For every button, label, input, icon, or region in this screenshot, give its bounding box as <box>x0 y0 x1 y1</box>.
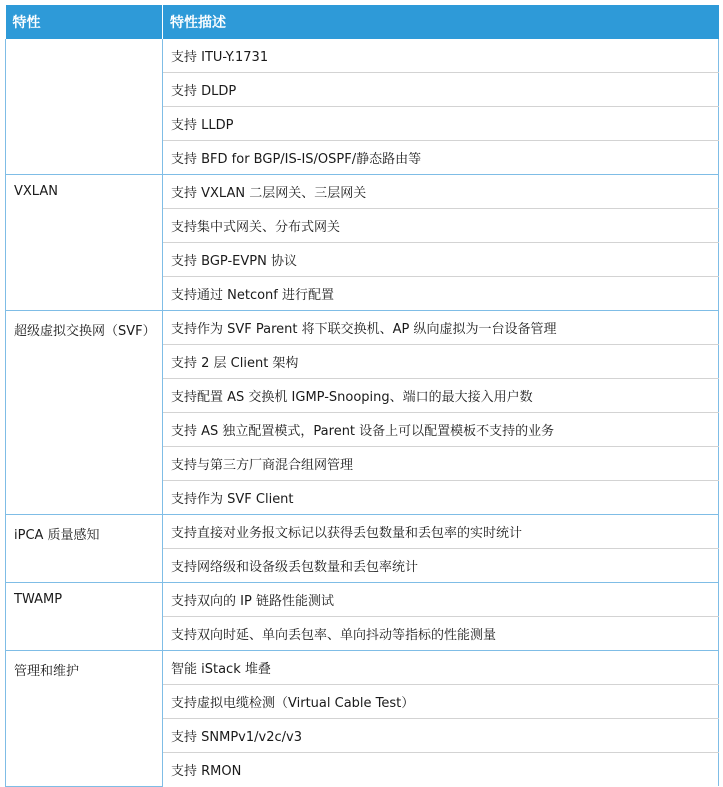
feature-spec-table <box>5 5 719 787</box>
feature-description-cell: 支持虚拟电缆检测（Virtual Cable Test） <box>163 685 719 719</box>
table-row <box>6 583 719 617</box>
feature-description-cell: 支持配置 AS 交换机 IGMP-Snooping、端口的最大接入用户数 <box>163 379 719 413</box>
feature-description-cell: 支持 2 层 Client 架构 <box>163 345 719 379</box>
table-row <box>6 311 719 345</box>
feature-description-cell: 支持作为 SVF Client <box>163 481 719 515</box>
feature-description-cell: 支持双向的 IP 链路性能测试 <box>163 583 719 617</box>
feature-name-cell: TWAMP <box>6 583 163 651</box>
feature-name-cell <box>6 39 163 175</box>
feature-description-cell: 支持与第三方厂商混合组网管理 <box>163 447 719 481</box>
feature-description-cell: 支持网络级和设备级丢包数量和丢包率统计 <box>163 549 719 583</box>
table-row <box>6 515 719 549</box>
table-row <box>6 39 719 73</box>
header-feature: 特性 <box>6 5 163 39</box>
feature-description-cell: 支持作为 SVF Parent 将下联交换机、AP 纵向虚拟为一台设备管理 <box>163 311 719 345</box>
feature-description-cell: 支持 DLDP <box>163 73 719 107</box>
feature-description-cell: 支持 BFD for BGP/IS-IS/OSPF/静态路由等 <box>163 141 719 175</box>
feature-name-cell: 超级虚拟交换网（SVF） <box>6 311 163 515</box>
table-body <box>6 39 719 786</box>
feature-description-cell: 支持通过 Netconf 进行配置 <box>163 277 719 311</box>
header-feature-description: 特性描述 <box>163 5 719 39</box>
feature-description-cell: 支持 BGP-EVPN 协议 <box>163 243 719 277</box>
feature-name-cell: iPCA 质量感知 <box>6 515 163 583</box>
feature-description-cell: 支持 RMON <box>163 753 719 787</box>
feature-name-cell: VXLAN <box>6 175 163 311</box>
feature-description-cell: 支持 ITU-Y.1731 <box>163 39 719 73</box>
feature-description-cell: 支持直接对业务报文标记以获得丢包数量和丢包率的实时统计 <box>163 515 719 549</box>
table-row <box>6 651 719 685</box>
feature-description-cell: 支持 VXLAN 二层网关、三层网关 <box>163 175 719 209</box>
feature-description-cell: 支持双向时延、单向丢包率、单向抖动等指标的性能测量 <box>163 617 719 651</box>
feature-description-cell: 支持 AS 独立配置模式，Parent 设备上可以配置模板不支持的业务 <box>163 413 719 447</box>
feature-description-cell: 支持集中式网关、分布式网关 <box>163 209 719 243</box>
feature-description-cell: 智能 iStack 堆叠 <box>163 651 719 685</box>
table-row <box>6 175 719 209</box>
feature-description-cell: 支持 SNMPv1/v2c/v3 <box>163 719 719 753</box>
table-header-row <box>6 5 719 39</box>
feature-name-cell: 管理和维护 <box>6 651 163 787</box>
feature-description-cell: 支持 LLDP <box>163 107 719 141</box>
